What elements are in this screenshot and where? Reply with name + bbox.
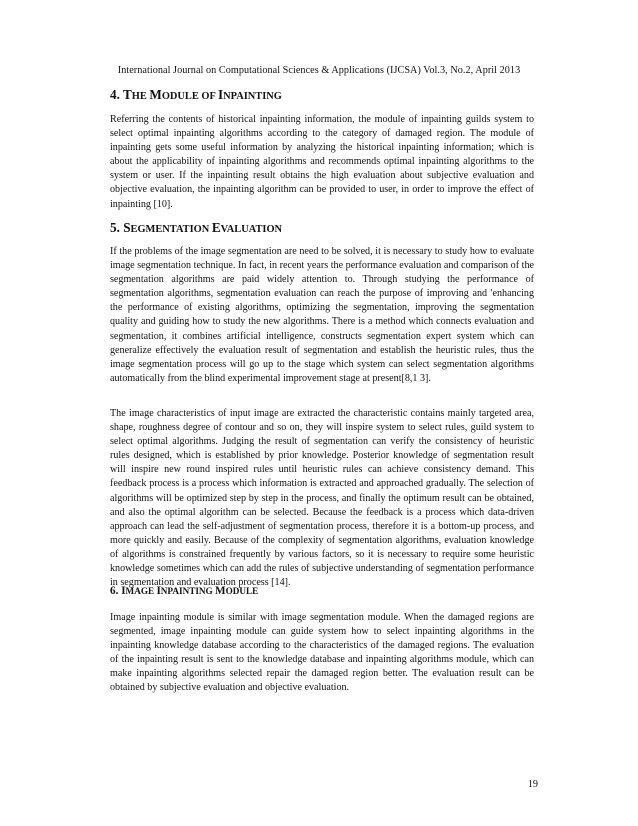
section-5-number: 5. (110, 220, 120, 235)
section-4-heading: 4. THE MODULE OF INPAINTING (110, 87, 282, 102)
paragraph: If the problems of the image segmentation are need to be solved, it is necessary to study how to evaluate image segmentation technique. In fact, in recent years the performance evaluation and comparison of the segmentation algorithms are paid widely attention to. Through studying the performance of segmentation algorithms, segmentation evaluation can reach the purpose of improving and 'enhancing the performance of existing algorithms, optimizing the segmentation, improving the segmentation quality and guiding how to study the new algorithms. There is a method which connects evaluation and segmentation, it combines artificial intelligence, constructs segmentation expert system which can generalize effectively the evaluation result of segmentation and establish the heuristic rules, thus the image segmentation process will go up to the stage which system can select segmentation algorithms automatically from the blind experimental improvement stage at present[8,1 3]. (110, 246, 534, 384)
paragraph: Image inpainting module is similar with image segmentation module. When the damaged regions are segmented, image inpainting module can guide system how to select inpainting algorithms in the inpainting knowledge database according to the characteristics of the damaged regions. The evaluation of the inpainting result is sent to the knowledge database and inpainting algorithms module, which can make inpainting algorithms selected repair the damaged region better. The evaluation result can be obtained by subjective evaluation and objective evaluation. (110, 612, 534, 694)
section-5-body-2 (110, 407, 534, 590)
section-6-body (110, 611, 534, 696)
section-4-number: 4. (110, 87, 120, 102)
section-4 (110, 87, 534, 104)
section-5-body-1 (110, 245, 534, 386)
paragraph: Referring the contents of historical inpainting information, the module of inpainting guilds system to select optimal inpainting algorithms according to the category of damaged region. The module of inpainting gets some useful information by analyzing the historical inpainting information; which is about the applicability of inpainting algorithms and recommends optimal inpainting algorithms to the system or user. If the inpainting result obtains the high evaluation about subjective evaluation and objective evaluation, the inpainting algorithm can be provided to user, in order to improve the effect of inpainting [10]. (110, 114, 534, 210)
paragraph: The image characteristics of input image are extracted the characteristic contains mainly targeted area, shape, roughness degree of contour and so on, they will inspire system to select rules, guild system to select optimal algorithms. Judging the result of segmentation can verify the consistency of heuristic rules designed, which is established by prior knowledge. Posterior knowledge of segmentation result will inspire new round inspired rules until heuristic rules can achieve consistency demand. This feedback process is a process which information is extracted and approached gradually. The selection of algorithms will be optimized step by step in the process, and finally the optimum result can be obtained, and also the optimal algorithm can be selected. Because the feedback is a process which data-driven approach can lead the self-adjustment of segmentation process, therefore it is a bottom-up process, and more quickly and easily. Because of the complexity of segmentation algorithms, evaluation knowledge of algorithms is constrained frequently by various factors, so it is necessary to require some heuristic knowledge sometimes which can add the rules of subjective understanding of segmentation performance in segmentation and evaluation process [14]. (110, 408, 534, 589)
section-6-number: 6. (110, 585, 119, 597)
page-number: 19 (527, 779, 538, 790)
section-6 (110, 584, 534, 598)
section-6-heading: 6. IMAGE INPAINTING MODULE (110, 585, 259, 597)
section-5 (110, 220, 534, 237)
section-4-body (110, 113, 534, 212)
running-header: International Journal on Computational Sciences & Applications (IJCSA) Vol.3, No.2, April 2013 (117, 65, 521, 76)
section-5-heading: 5. SEGMENTATION EVALUATION (110, 220, 283, 235)
